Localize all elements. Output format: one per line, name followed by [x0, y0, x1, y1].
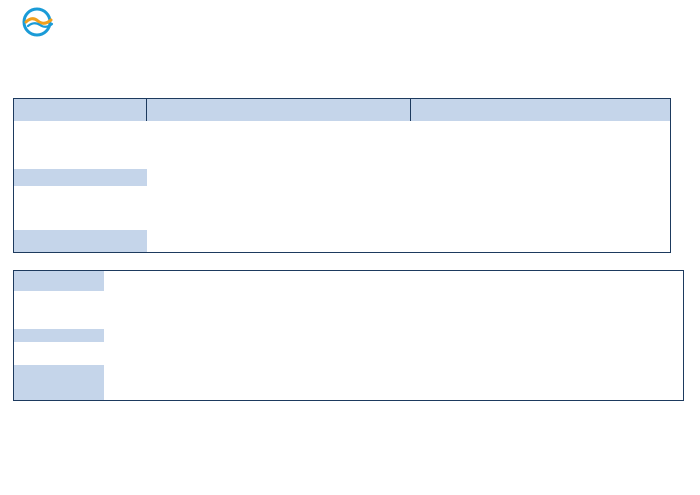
day-header-0 — [147, 99, 411, 122]
smn-logo-icon — [22, 7, 56, 37]
detailed-forecast-table — [13, 98, 671, 253]
temp-row-label — [14, 329, 104, 342]
day-header-1 — [411, 99, 671, 122]
temp-row-label — [14, 169, 147, 186]
gust-row-label — [14, 365, 104, 379]
sky-row-label — [14, 291, 104, 329]
variables-label — [14, 281, 104, 291]
wind-row-label — [14, 186, 147, 214]
sky-row-label — [14, 121, 147, 169]
tiempo-variables-header — [14, 99, 147, 122]
weekly-forecast-table — [13, 270, 684, 401]
prob-row-label — [14, 230, 147, 252]
variables-label — [14, 110, 146, 121]
tiempo-label — [14, 99, 146, 110]
tiempo-label — [14, 271, 104, 281]
gust-row-label — [14, 214, 147, 230]
tiempo-variables-header — [14, 271, 104, 292]
wind-row-label — [14, 342, 104, 365]
prob-row-label — [14, 379, 104, 400]
